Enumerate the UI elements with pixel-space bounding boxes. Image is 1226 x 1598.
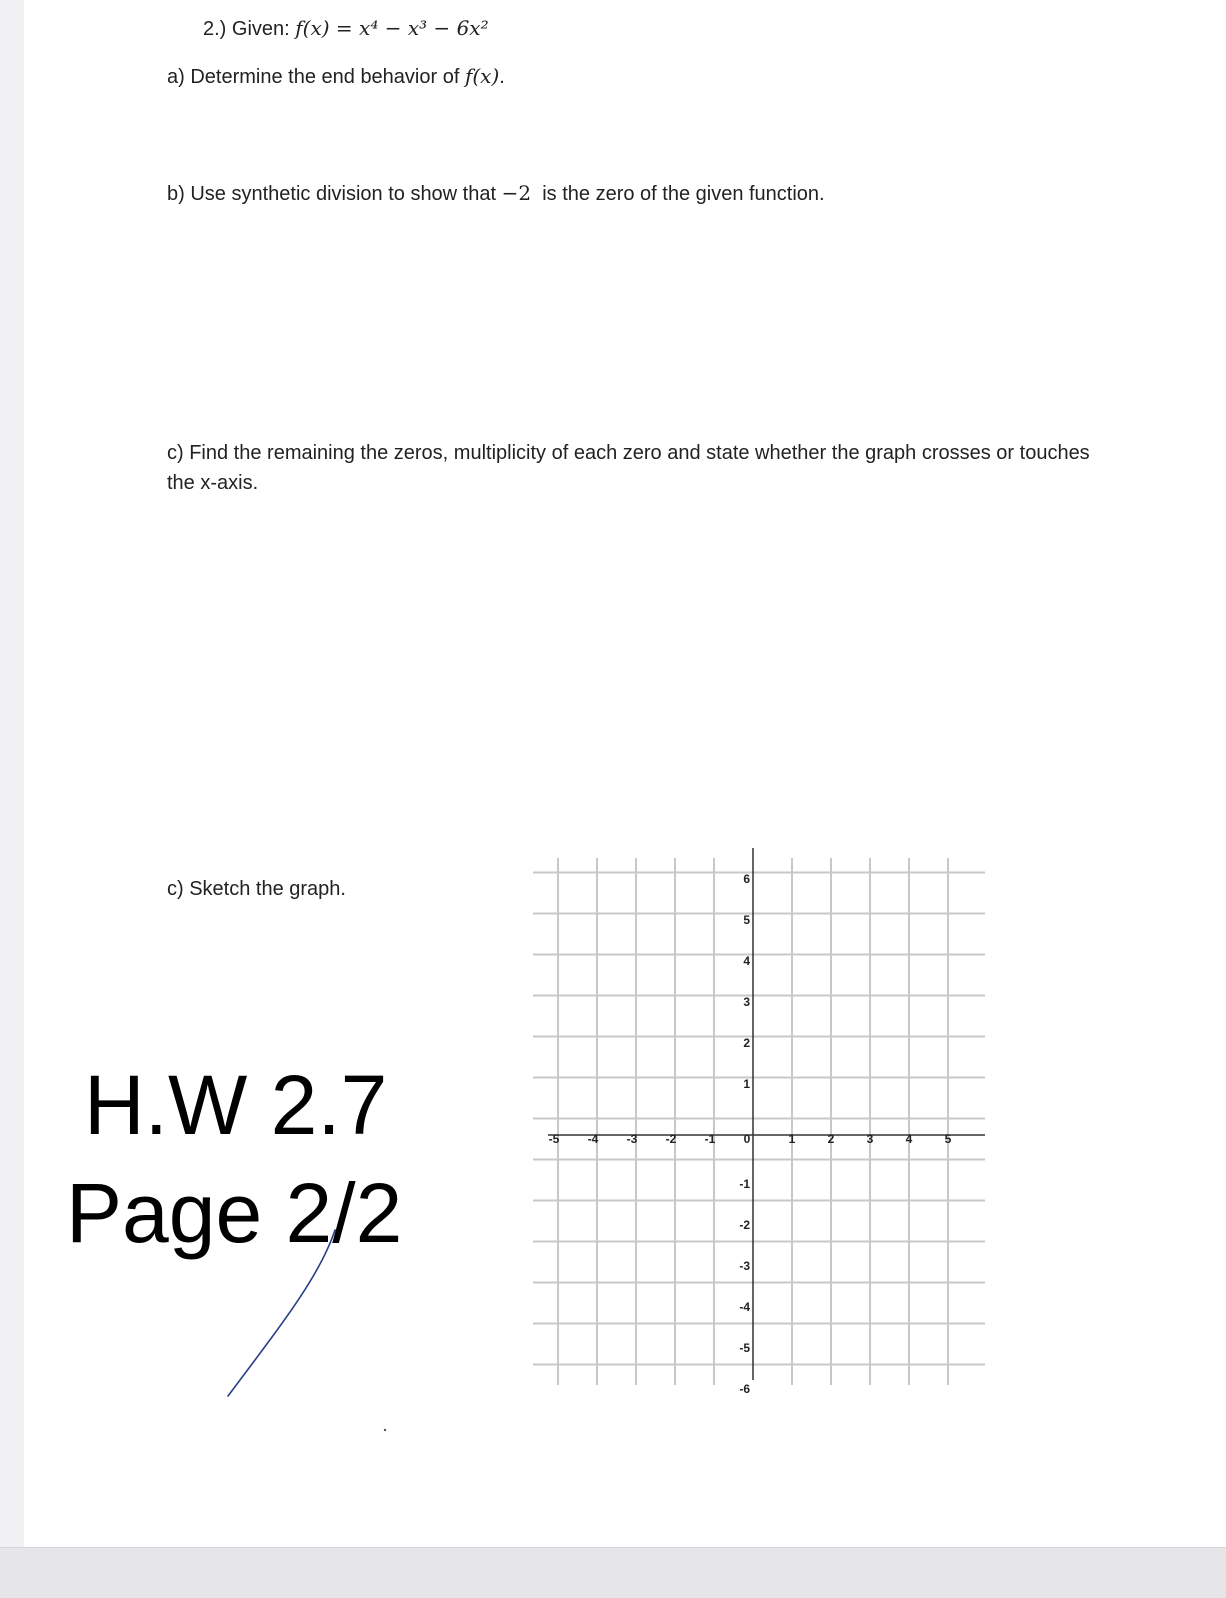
function-eq: = — [335, 16, 353, 40]
handwritten-hw-label: H.W 2.7 — [84, 1058, 388, 1152]
x-tick-label: -4 — [587, 1132, 599, 1146]
y-tick-label: 1 — [743, 1077, 750, 1091]
x-tick-label: 0 — [743, 1132, 751, 1146]
function-right: x⁴ − x³ − 6x² — [359, 16, 489, 40]
x-tick-label: 4 — [905, 1132, 913, 1146]
x-tick-label: 5 — [944, 1132, 952, 1146]
y-tick-label: -6 — [739, 1382, 750, 1396]
y-tick-label: -5 — [739, 1341, 750, 1355]
handwritten-page-label: Page 2/2 — [66, 1166, 403, 1260]
x-tick-label: -5 — [548, 1132, 560, 1146]
question-a-period: . — [499, 66, 505, 88]
y-tick-label: -1 — [739, 1177, 750, 1191]
x-tick-label: -2 — [665, 1132, 677, 1146]
y-tick-label: -3 — [739, 1259, 750, 1273]
pen-stroke — [228, 1230, 335, 1396]
y-tick-label: 2 — [743, 1036, 750, 1050]
y-tick-label: 4 — [743, 954, 750, 968]
question-sketch: c) Sketch the graph. — [167, 878, 346, 900]
question-b-text-end: is the zero of the given function. — [531, 183, 825, 205]
y-tick-label: -2 — [739, 1218, 750, 1232]
stray-dot — [384, 1429, 386, 1431]
question-b-math: −2 — [501, 181, 532, 205]
question-a-text: a) Determine the end behavior of — [167, 66, 465, 88]
function-left: f(x) — [295, 16, 330, 40]
y-tick-label: 5 — [743, 913, 750, 927]
x-tick-label: -3 — [626, 1132, 638, 1146]
y-tick-label: 6 — [743, 872, 750, 886]
x-tick-label: -1 — [704, 1132, 716, 1146]
y-tick-label: 3 — [743, 995, 750, 1009]
x-tick-label: 2 — [827, 1132, 835, 1146]
viewer-bottom-bar — [0, 1547, 1226, 1598]
problem-number-label: 2.) Given: — [203, 18, 290, 40]
question-a-math: f(x) — [464, 64, 500, 88]
question-b-text: b) Use synthetic division to show that — [167, 183, 502, 205]
coordinate-grid — [533, 848, 985, 1385]
grid-labels — [549, 872, 952, 1396]
x-tick-label: 3 — [866, 1132, 874, 1146]
question-c: c) Find the remaining the zeros, multiplicity of each zero and state whether the graph crosses or touches the x-axis. — [167, 442, 1090, 494]
y-tick-label: -4 — [739, 1300, 750, 1314]
x-tick-label: 1 — [788, 1132, 796, 1146]
